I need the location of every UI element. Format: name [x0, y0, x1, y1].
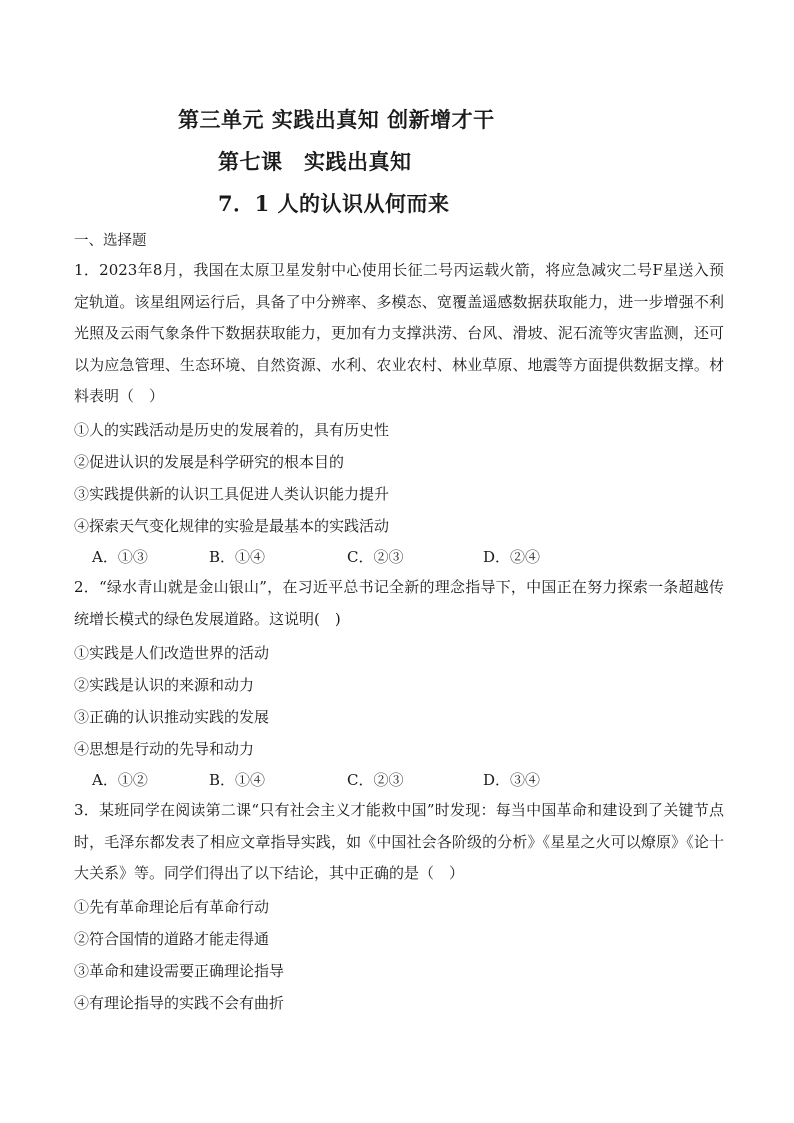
question-1-choice-b: B．①④: [209, 548, 266, 566]
question-1-choice-c: C．②③: [347, 548, 404, 566]
question-2-option-1: ①实践是人们改造世界的活动: [74, 644, 270, 662]
unit-title: 第三单元 实践出真知 创新增才干: [178, 107, 495, 132]
question-2-stem: 2．“绿水青山就是金山银山”，在习近平总书记全新的理念指导下，中国正在努力探索一条超越传统增长模式的绿色发展道路。这说明( ): [74, 578, 724, 628]
question-2-choices: [92, 769, 583, 790]
question-1-option-4: ④探索天气变化规律的实验是最基本的实践活动: [74, 517, 390, 535]
question-2-option-4: ④思想是行动的先导和动力: [74, 740, 255, 758]
question-2-option-2: ②实践是认识的来源和动力: [74, 676, 255, 694]
question-3-option-3: ③革命和建设需要正确理论指导: [74, 962, 285, 980]
question-2-option-3: ③正确的认识推动实践的发展: [74, 708, 270, 726]
question-1-option-2: ②促进认识的发展是科学研究的根本目的: [74, 453, 345, 471]
question-1-stem: 1．2023年8月，我国在太原卫星发射中心使用长征二号丙运载火箭，将应急减灾二号F星送入预定轨道。该星组网运行后，具备了中分辨率、多模态、宽覆盖遥感数据获取能力，进一步增强不利光照及云雨气象条件下数据获取能力，更加有力支撑洪涝、台风、滑坡、泥石流等灾害监测，还可以为应急管理、生态环境、自然资源、水利、农业农村、林业草原、地震等方面提供数据支撑。材料表明（ ）: [74, 261, 724, 406]
question-1-choice-a: A．①③: [92, 548, 148, 566]
question-1-option-1: ①人的实践活动是历史的发展着的，具有历史性: [74, 421, 390, 439]
question-2-choice-d: D．③④: [483, 771, 541, 789]
question-1-choice-d: D．②④: [483, 548, 541, 566]
question-3-option-2: ②符合国情的道路才能走得通: [74, 930, 270, 948]
question-2-choice-a: A．①②: [92, 771, 148, 789]
question-3-option-4: ④有理论指导的实践不会有曲折: [74, 994, 285, 1012]
question-1-option-3: ③实践提供新的认识工具促进人类认识能力提升: [74, 485, 390, 503]
lesson-title: 第七课 实践出真知: [218, 149, 412, 174]
question-3-stem: 3．某班同学在阅读第二课“只有社会主义才能救中国”时发现：每当中国革命和建设到了关键节点时，毛泽东都发表了相应文章指导实践，如《中国社会各阶级的分析》《星星之火可以燎原》《论十大关系》等。同学们得出了以下结论，其中正确的是（ ）: [74, 801, 724, 883]
question-3-option-1: ①先有革命理论后有革命行动: [74, 898, 270, 916]
question-2-choice-b: B．①④: [209, 771, 266, 789]
section-title: 7．1 人的认识从何而来: [218, 191, 450, 216]
section-heading: 一、选择题: [74, 233, 147, 249]
question-1-choices: [92, 546, 583, 567]
question-2-choice-c: C．②③: [347, 771, 404, 789]
